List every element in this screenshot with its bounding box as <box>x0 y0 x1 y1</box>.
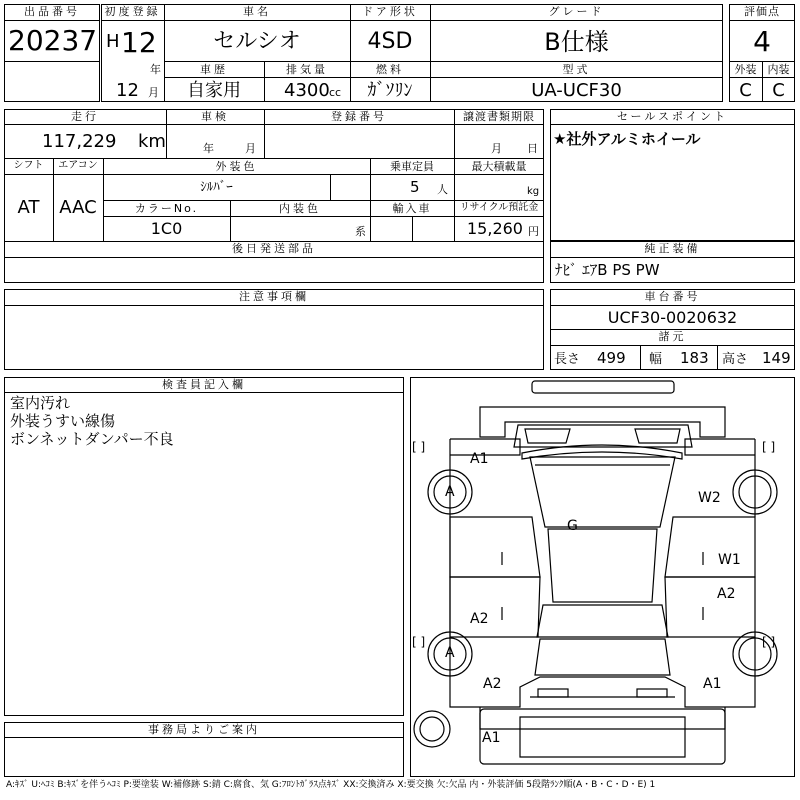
model: UA-UCF30 <box>531 80 622 101</box>
car-name-label: 車名 <box>243 5 271 18</box>
inspection-year-unit: 年 <box>203 142 214 155</box>
inspector-line-3: ボンネットダンパー不良 <box>10 430 174 448</box>
equipment: ﾅﾋﾞ ｴｱB PS PW <box>555 261 660 279</box>
score: 4 <box>753 25 771 58</box>
mark-a-front-left-tire: A <box>445 484 455 500</box>
width-label: 幅 <box>649 352 663 367</box>
displacement-label: 排気量 <box>286 63 328 76</box>
bracket-left-rear: [ ] <box>412 635 426 649</box>
int-color-unit: 系 <box>355 225 366 238</box>
year-unit: 年 <box>150 63 161 76</box>
mark-a-rear-left-tire: A <box>445 645 455 661</box>
trunk-shape <box>535 639 670 675</box>
mark-a2-rear-left: A2 <box>483 676 502 692</box>
mark-a1-front-left: A1 <box>470 451 489 467</box>
load-unit: kg <box>527 186 540 197</box>
door-type: 4SD <box>367 29 413 54</box>
chassis-label: 車台番号 <box>644 290 701 303</box>
mark-w1-right: W1 <box>718 552 741 568</box>
mileage: 117,229 <box>42 131 117 152</box>
mark-a1-rear-right: A1 <box>703 676 722 692</box>
recycle-label: リサイクル預託金 <box>459 202 539 213</box>
inspector-line-1: 室内汚れ <box>10 394 71 412</box>
bracket-left-front: [ ] <box>412 440 426 454</box>
capacity-unit: 人 <box>437 183 448 196</box>
capacity: 5 <box>410 178 420 196</box>
shift-label: シフト <box>13 160 44 171</box>
shift: AT <box>17 197 40 218</box>
displacement-unit: cc <box>329 86 342 99</box>
equipment-label: 純正装備 <box>644 242 701 255</box>
transfer-month-unit: 月 <box>491 142 502 155</box>
ac: AAC <box>59 197 97 218</box>
ac-label: エアコン <box>58 160 98 171</box>
bracket-right-rear: [ ] <box>762 635 776 649</box>
displacement: 4300 <box>284 80 330 101</box>
color-no-label: カラーNo. <box>134 202 199 215</box>
inspector-line-2: 外装うすい線傷 <box>10 412 116 430</box>
windshield-shape <box>530 457 675 527</box>
first-reg-month: 12 <box>116 80 139 101</box>
inspector-label: 検査員記入欄 <box>162 378 246 391</box>
grade-label: グレード <box>548 5 605 18</box>
first-reg-year: 12 <box>121 26 157 59</box>
inspection-month-unit: 月 <box>245 142 256 155</box>
mark-a2-left: A2 <box>470 611 489 627</box>
month-unit: 月 <box>148 86 159 99</box>
mark-a1-rear-bumper: A1 <box>482 730 501 746</box>
fuel: ｶﾞｿﾘﾝ <box>367 80 413 101</box>
ext-grade-label: 外装 <box>734 63 757 76</box>
notes-label: 注意事項欄 <box>239 290 309 303</box>
grille-shape <box>514 425 692 447</box>
history-label: 車歴 <box>200 63 228 76</box>
length-label: 長さ <box>554 352 581 367</box>
fuel-label: 燃料 <box>376 63 404 76</box>
office-label: 事務局よりご案内 <box>148 723 260 736</box>
era: H <box>106 31 120 52</box>
score-label: 評価点 <box>744 5 780 18</box>
sales-point: ★社外アルミホイール <box>553 130 701 148</box>
length: 499 <box>597 349 626 367</box>
front-bumper-shape <box>532 381 674 393</box>
roof-shape <box>548 529 657 602</box>
sales-point-cell <box>550 109 795 241</box>
car-name: セルシオ <box>213 29 301 54</box>
int-color-label: 内装色 <box>279 202 321 215</box>
lot-number: 20237 <box>8 24 98 57</box>
sales-point-label: セールスポイント <box>616 110 728 123</box>
mark-g-windshield: G <box>567 518 578 534</box>
car-damage-diagram <box>410 377 795 777</box>
reg-no-label: 登録番号 <box>331 110 387 123</box>
mileage-unit: km <box>138 131 166 152</box>
transfer-day-unit: 日 <box>527 142 538 155</box>
mileage-label: 走行 <box>71 110 99 123</box>
dims-label: 諸元 <box>658 330 687 343</box>
bracket-right-front: [ ] <box>762 440 776 454</box>
lot-number-label: 出品番号 <box>24 5 80 18</box>
mark-a2-right: A2 <box>717 586 736 602</box>
import-label: 輸入車 <box>392 202 432 215</box>
load-label: 最大積載量 <box>471 160 527 173</box>
capacity-label: 乗車定員 <box>390 160 434 173</box>
history: 自家用 <box>187 80 241 101</box>
first-reg-label: 初度登録 <box>104 5 161 18</box>
rear-window-shape <box>537 605 668 637</box>
later-parts-label: 後日発送部品 <box>232 242 316 255</box>
ext-color: ｼﾙﾊﾞｰ <box>200 180 233 195</box>
door-label: ドア形状 <box>362 5 418 18</box>
transfer-label: 譲渡書類期限 <box>463 110 535 123</box>
model-label: 型式 <box>562 63 591 76</box>
color-no: 1C0 <box>150 219 183 238</box>
inspection-label: 車検 <box>201 110 229 123</box>
int-grade-label: 内装 <box>767 63 790 76</box>
int-grade: C <box>772 80 785 101</box>
recycle-unit: 円 <box>528 225 539 238</box>
recycle-fee: 15,260 <box>467 219 523 238</box>
chassis-number: UCF30-0020632 <box>607 308 738 327</box>
width: 183 <box>680 349 709 367</box>
ext-color-label: 外装色 <box>215 160 258 173</box>
damage-code-legend: A:ｷｽﾞ U:ﾍｺﾐ B:ｷｽﾞを伴うﾍｺﾐ P:要塗装 W:補修跡 S:錆 C:腐食、気 G:ﾌﾛﾝﾄｶﾞﾗｽ点ｷｽﾞ XX:交換済み X:要交換 欠:欠品 内・外装評価 5段階ﾗﾝｸ順(A・B・C・D・E) 1 <box>6 780 656 790</box>
grade: B仕様 <box>544 28 609 56</box>
height-label: 高さ <box>722 352 749 367</box>
height: 149 <box>762 349 791 367</box>
mark-w2-right: W2 <box>698 490 721 506</box>
ext-grade: C <box>739 80 752 101</box>
